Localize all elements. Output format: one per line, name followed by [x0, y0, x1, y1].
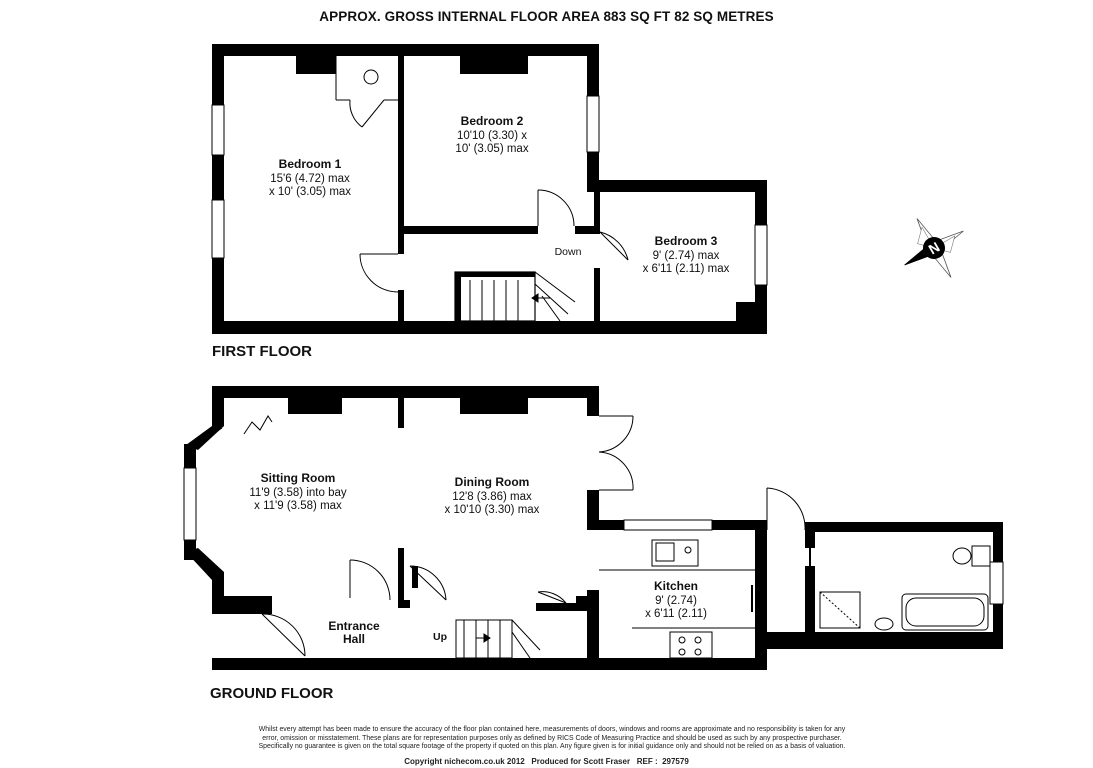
room-bedroom2 — [455, 114, 528, 155]
copyright-line: Copyright nichecom.co.uk 2012 Produced for Scott Fraser REF : 297579 — [404, 757, 689, 766]
room-dimension: 10'10 (3.30) x — [457, 130, 527, 142]
room-dimension: 12'8 (3.86) max — [452, 491, 532, 503]
stairs-down-label: Down — [554, 246, 582, 258]
room-name: Bedroom 2 — [460, 114, 524, 128]
room-bedroom3 — [643, 234, 730, 275]
room-dimension: 11'9 (3.58) into bay — [249, 487, 347, 499]
ground-floor-label: GROUND FLOOR — [210, 685, 334, 702]
disclaimer — [218, 726, 886, 752]
disclaimer-line: error, omission or misstatement. These plans are for representation purposes only as defined by RICS Code of Measuring Practice and should be used as such by any prospective purchaser. — [262, 734, 842, 742]
room-name: Entrance — [328, 619, 380, 633]
room-dining — [445, 475, 540, 516]
compass-rose-icon — [888, 202, 981, 295]
stairs-up-label: Up — [433, 631, 447, 643]
disclaimer-line: Whilst every attempt has been made to ensure the accuracy of the floor plan contained here, measurements of doors, windows and rooms are approximate and no responsibility is taken for any — [258, 726, 846, 733]
disclaimer-line: Specifically no guarantee is given on the total square footage of the property if quoted on this plan. Any figure given is for initial guidance only and should not be relied on as a basis of valuation. — [258, 743, 846, 751]
room-name: Kitchen — [653, 579, 699, 593]
room-name: Bedroom 3 — [654, 234, 718, 248]
room-bedroom1 — [269, 157, 351, 198]
room-dimension: x 10' (3.05) max — [268, 186, 352, 198]
room-dimension: x 6'11 (2.11) — [645, 608, 707, 620]
room-sitting — [249, 471, 346, 512]
room-name: Sitting Room — [260, 471, 336, 485]
room-dimension: 9' (2.74) — [655, 595, 697, 607]
floor-area-title: APPROX. GROSS INTERNAL FLOOR AREA 883 SQ FT 82 SQ METRES — [319, 9, 774, 24]
room-name: Hall — [342, 632, 366, 646]
room-kitchen — [645, 579, 707, 620]
room-dimension: x 11'9 (3.58) max — [254, 500, 342, 512]
room-dimension: x 10'10 (3.30) max — [444, 504, 540, 516]
room-name: Bedroom 1 — [278, 157, 342, 171]
first-floor-label: FIRST FLOOR — [212, 343, 312, 360]
first-floor-stair-rail — [455, 272, 535, 321]
room-dimension: 15'6 (4.72) max — [270, 173, 350, 185]
room-dimension: 9' (2.74) max — [652, 250, 720, 262]
compass-north-letter: N — [925, 238, 943, 258]
room-dimension: x 6'11 (2.11) max — [642, 263, 730, 275]
first-floor-details — [336, 56, 628, 321]
room-name: Dining Room — [454, 475, 530, 489]
room-entrance-hall — [328, 619, 380, 646]
room-dimension: 10' (3.05) max — [455, 143, 529, 155]
ground-floor-walls — [184, 386, 1003, 670]
